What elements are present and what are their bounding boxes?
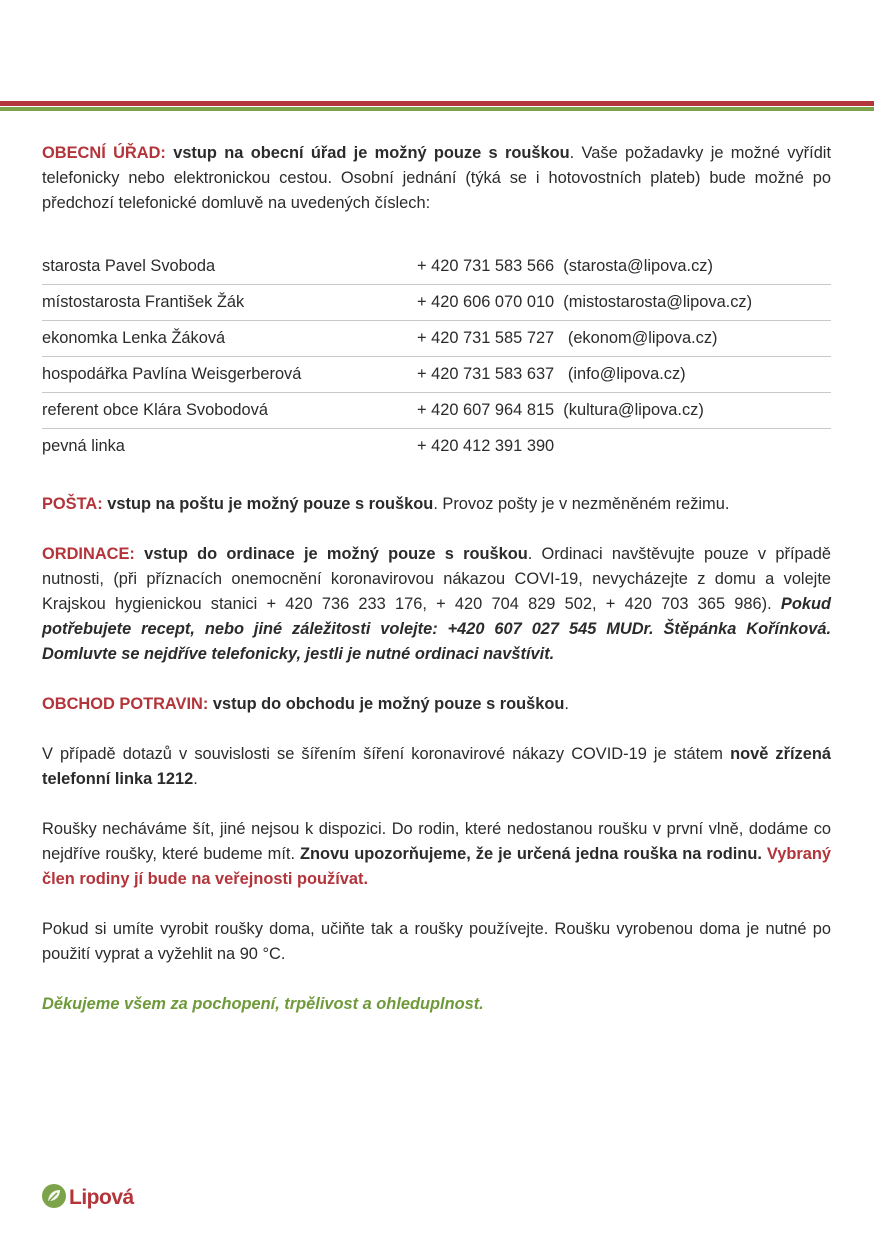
logo-text: Lipová <box>69 1186 134 1209</box>
contact-phone[interactable]: + 420 412 391 390 <box>417 437 555 455</box>
contact-name: místostarosta František Žák <box>42 285 417 321</box>
contact-phone[interactable]: + 420 731 583 637 <box>417 365 555 383</box>
clinic-emphasis: Pokud potřebujete recept, nebo jiné záležitosti volejte: +420 607 027 545 MUDr. Štěpánka Kořínková. Domluvte se nejdříve telefonicky, jestli je nutné ordinaci navštívit. <box>42 595 831 663</box>
footer-logo <box>41 1184 134 1212</box>
post-paragraph <box>42 492 831 517</box>
office-text: . Vaše požadavky je možné vyřídit telefonicky nebo elektronickou cestou. Osobní jednání (týká se i hotovostních plateb) bude možné po předchozí telefonické domluvě na uvedených číslech: <box>42 144 832 212</box>
contact-phone-email <box>417 357 831 393</box>
contact-name: referent obce Klára Svobodová <box>42 393 417 429</box>
contact-phone[interactable]: + 420 731 583 566 <box>417 257 555 275</box>
hotline-end: . <box>193 770 198 788</box>
header-stripe-green <box>0 107 874 111</box>
office-rule: vstup na obecní úřad je možný pouze s rouškou <box>173 144 570 162</box>
masks-red-note: Vybraný člen rodiny jí bude na veřejnosti používat. <box>42 845 831 888</box>
contact-email[interactable]: (starosta@lipova.cz) <box>563 257 713 275</box>
office-label: OBECNÍ ÚŘAD: <box>42 144 166 162</box>
table-row <box>42 357 831 393</box>
contact-name: starosta Pavel Svoboda <box>42 257 216 275</box>
shop-text: . <box>564 695 569 713</box>
masks-warning: Znovu upozorňujeme, že je určená jedna rouška na rodinu. <box>300 845 762 863</box>
contact-phone-email <box>417 249 831 285</box>
contact-name: hospodářka Pavlína Weisgerberová <box>42 357 417 393</box>
masks-text: Roušky necháváme šít, jiné nejsou k dispozici. Do rodin, které nedostanou roušku v první vlně, dodáme co nejdříve roušky, které budeme mít. <box>42 820 831 863</box>
contact-email[interactable]: (mistostarosta@lipova.cz) <box>563 293 753 311</box>
contact-phone-email <box>417 285 831 321</box>
contact-phone-email <box>417 429 831 465</box>
hotline-text: V případě dotazů v souvislosti se šířením šíření koronavirové nákazy COVID-19 je státem <box>42 745 731 763</box>
clinic-text: . Ordinaci navštěvujte pouze v případě nutnosti, (při příznacích onemocnění koronavirovou nákazou COVI-19, nevycházejte z domu a volejte Krajskou hygienickou stanici + 420 736 233 176, + 420 704 829 502, + 420 703 365 986). <box>42 545 831 613</box>
post-text: . Provoz pošty je v nezměněném režimu. <box>433 495 730 513</box>
contact-phone[interactable]: + 420 606 070 010 <box>417 293 555 311</box>
contact-email[interactable]: (ekonom@lipova.cz) <box>567 329 718 347</box>
shop-paragraph <box>42 692 831 717</box>
contact-phone[interactable]: + 420 607 964 815 <box>417 401 555 419</box>
homemade-text: Pokud si umíte vyrobit roušky doma, učiňte tak a roušky používejte. Roušku vyrobenou doma je nutné po použití vyprat a vyžehlit na 90 °C. <box>42 920 831 963</box>
contact-email[interactable]: (kultura@lipova.cz) <box>563 401 704 419</box>
contact-phone-email <box>417 321 831 357</box>
header-stripe-red <box>0 101 874 106</box>
clinic-label: ORDINACE: <box>42 545 135 563</box>
clinic-paragraph <box>42 542 831 667</box>
thanks-line: Děkujeme všem za pochopení, trpělivost a ohleduplnost. <box>42 995 484 1013</box>
table-row <box>42 429 831 465</box>
table-row <box>42 393 831 429</box>
table-row <box>42 285 831 321</box>
contacts-table <box>42 249 831 464</box>
post-label: POŠTA: <box>42 495 103 513</box>
office-paragraph <box>42 141 831 216</box>
contact-phone[interactable]: + 420 731 585 727 <box>417 329 555 347</box>
table-row <box>42 321 831 357</box>
clinic-rule: vstup do ordinace je možný pouze s rouškou <box>144 545 528 563</box>
shop-rule: vstup do obchodu je možný pouze s rouškou <box>212 695 565 713</box>
contact-name: ekonomka Lenka Žáková <box>42 321 417 357</box>
masks-paragraph <box>42 817 831 892</box>
hotline-number: nově zřízená telefonní linka 1212 <box>42 745 831 788</box>
table-row <box>42 249 831 285</box>
shop-label: OBCHOD POTRAVIN: <box>42 695 209 713</box>
post-rule: vstup na poštu je možný pouze s rouškou <box>107 495 434 513</box>
homemade-paragraph <box>42 917 831 967</box>
hotline-paragraph <box>42 742 831 792</box>
contact-phone-email <box>417 393 831 429</box>
contact-email[interactable]: (info@lipova.cz) <box>567 365 686 383</box>
notice-content <box>42 141 831 1017</box>
contact-name: pevná linka <box>42 429 417 465</box>
leaf-circle-icon <box>41 1183 67 1214</box>
